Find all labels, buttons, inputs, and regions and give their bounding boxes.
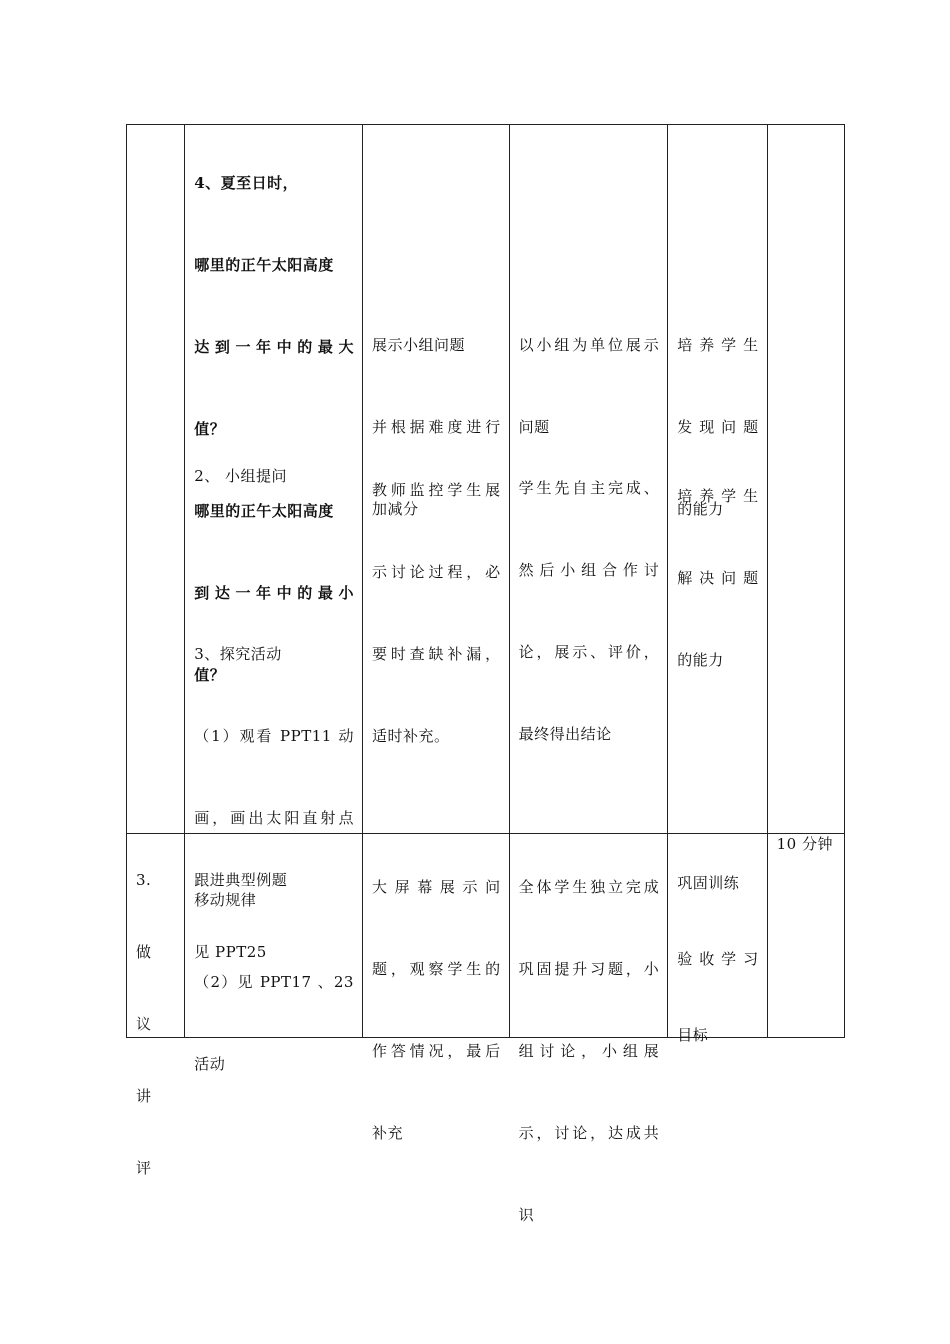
teacher-line-4: 教师监控学生展 (371, 481, 501, 499)
practice-student (519, 826, 660, 1277)
activity-line-5: 活动 (194, 1055, 226, 1073)
teacher-line-7: 适时补充。 (371, 727, 450, 745)
q4-line-7: 值？ (194, 666, 226, 684)
teacher-line-2: 并根据难度进行 (371, 418, 501, 436)
student-line-2: 问题 (518, 418, 550, 436)
activity-line-2: 画，画出太阳直射点 (194, 809, 354, 827)
student-line-3: 学生先自主完成、 (518, 479, 660, 497)
practice-teacher-line-2: 题，观察学生的 (371, 960, 501, 978)
step-label (136, 826, 176, 1222)
practice-teacher (372, 826, 501, 1195)
design-intent-cell-practice (668, 834, 767, 1044)
practice-student-line-1: 全体学生独立完成 (518, 878, 660, 896)
practice-content (194, 826, 354, 1006)
activity-line-4: （2）见 PPT17 、23 (194, 973, 354, 991)
student-activity-cell-practice (509, 834, 668, 1224)
student-line-1: 以小组为单位展示 (518, 336, 660, 354)
step-line-2: 做 (136, 943, 152, 961)
teacher-line-3: 加减分 (371, 500, 419, 518)
table-row-inquiry (127, 125, 845, 834)
intent-line-3: 的能力 (677, 500, 724, 518)
teacher-part-2 (372, 429, 501, 798)
practice-intent-line-2: 验收学习 (677, 950, 759, 968)
intent-line-2: 发现问题 (677, 418, 759, 436)
step-line-1: 3. (136, 871, 152, 889)
teacher-activity-cell (362, 125, 509, 834)
student-part-2 (519, 427, 660, 796)
q4-line-3: 达到一年中的最大 (194, 338, 354, 356)
practice-intent-line-3: 目标 (677, 1026, 709, 1044)
q4-line-6: 到达一年中的最小 (194, 584, 354, 602)
practice-student-line-5: 识 (518, 1206, 535, 1224)
intent-line-4: 培养学生 (677, 487, 759, 505)
design-intent-cell (668, 125, 767, 834)
step-cell-empty (127, 125, 185, 834)
student-activity-cell (509, 125, 668, 834)
intent-line-5: 解决问题 (677, 569, 759, 587)
q4-line-4: 值？ (194, 420, 226, 438)
practice-line-1: 跟进典型例题 (194, 871, 288, 889)
time-cell-empty (767, 125, 844, 834)
teacher-activity-cell-practice (362, 834, 509, 1142)
practice-teacher-line-1: 大屏幕展示问 (371, 878, 501, 896)
student-line-4: 然后小组合作讨 (518, 561, 660, 579)
teacher-line-1: 展示小组问题 (371, 336, 465, 354)
practice-intent-line-1: 巩固训练 (677, 874, 740, 892)
activity-line-3: 移动规律 (194, 891, 257, 909)
q4-line-5: 哪里的正午太阳高度 (194, 502, 334, 520)
intent-line-1: 培养学生 (677, 336, 759, 354)
teacher-line-5: 示讨论过程，必 (371, 563, 501, 581)
student-line-6: 最终得出结论 (518, 725, 612, 743)
practice-student-line-3: 组讨论，小组展 (518, 1042, 660, 1060)
table-row-practice (127, 834, 845, 1038)
teacher-line-6: 要时查缺补漏， (371, 645, 501, 663)
intent-line-6: 的能力 (677, 651, 724, 669)
time-cell (767, 834, 844, 1038)
step-line-5: 评 (136, 1159, 152, 1177)
practice-student-line-4: 示，讨论，达成共 (518, 1124, 660, 1142)
time-value: 10 分钟 (776, 835, 833, 853)
activity-line-1: （1）观看 PPT11 动 (194, 727, 354, 745)
lesson-plan-table (126, 124, 845, 1224)
activity-title: 3、探究活动 (194, 645, 282, 663)
q4-line-1: 4、夏至日时， (194, 174, 299, 192)
practice-teacher-line-3: 作答情况，最后 (371, 1042, 501, 1060)
practice-student-line-2: 巩固提升习题，小 (518, 960, 660, 978)
practice-teacher-line-4: 补充 (371, 1124, 403, 1142)
step-cell (127, 834, 185, 1177)
step-line-3: 议 (136, 1015, 152, 1033)
practice-line-2: 见 PPT25 (194, 943, 267, 961)
content-cell-practice (185, 834, 363, 1038)
student-line-5: 论，展示、评价， (518, 643, 660, 661)
practice-intent (677, 826, 758, 1092)
q4-line-2: 哪里的正午太阳高度 (194, 256, 334, 274)
intent-part-2 (677, 435, 758, 722)
group-question-label: 2、 小组提问 (194, 467, 288, 485)
step-line-4: 讲 (136, 1087, 152, 1105)
